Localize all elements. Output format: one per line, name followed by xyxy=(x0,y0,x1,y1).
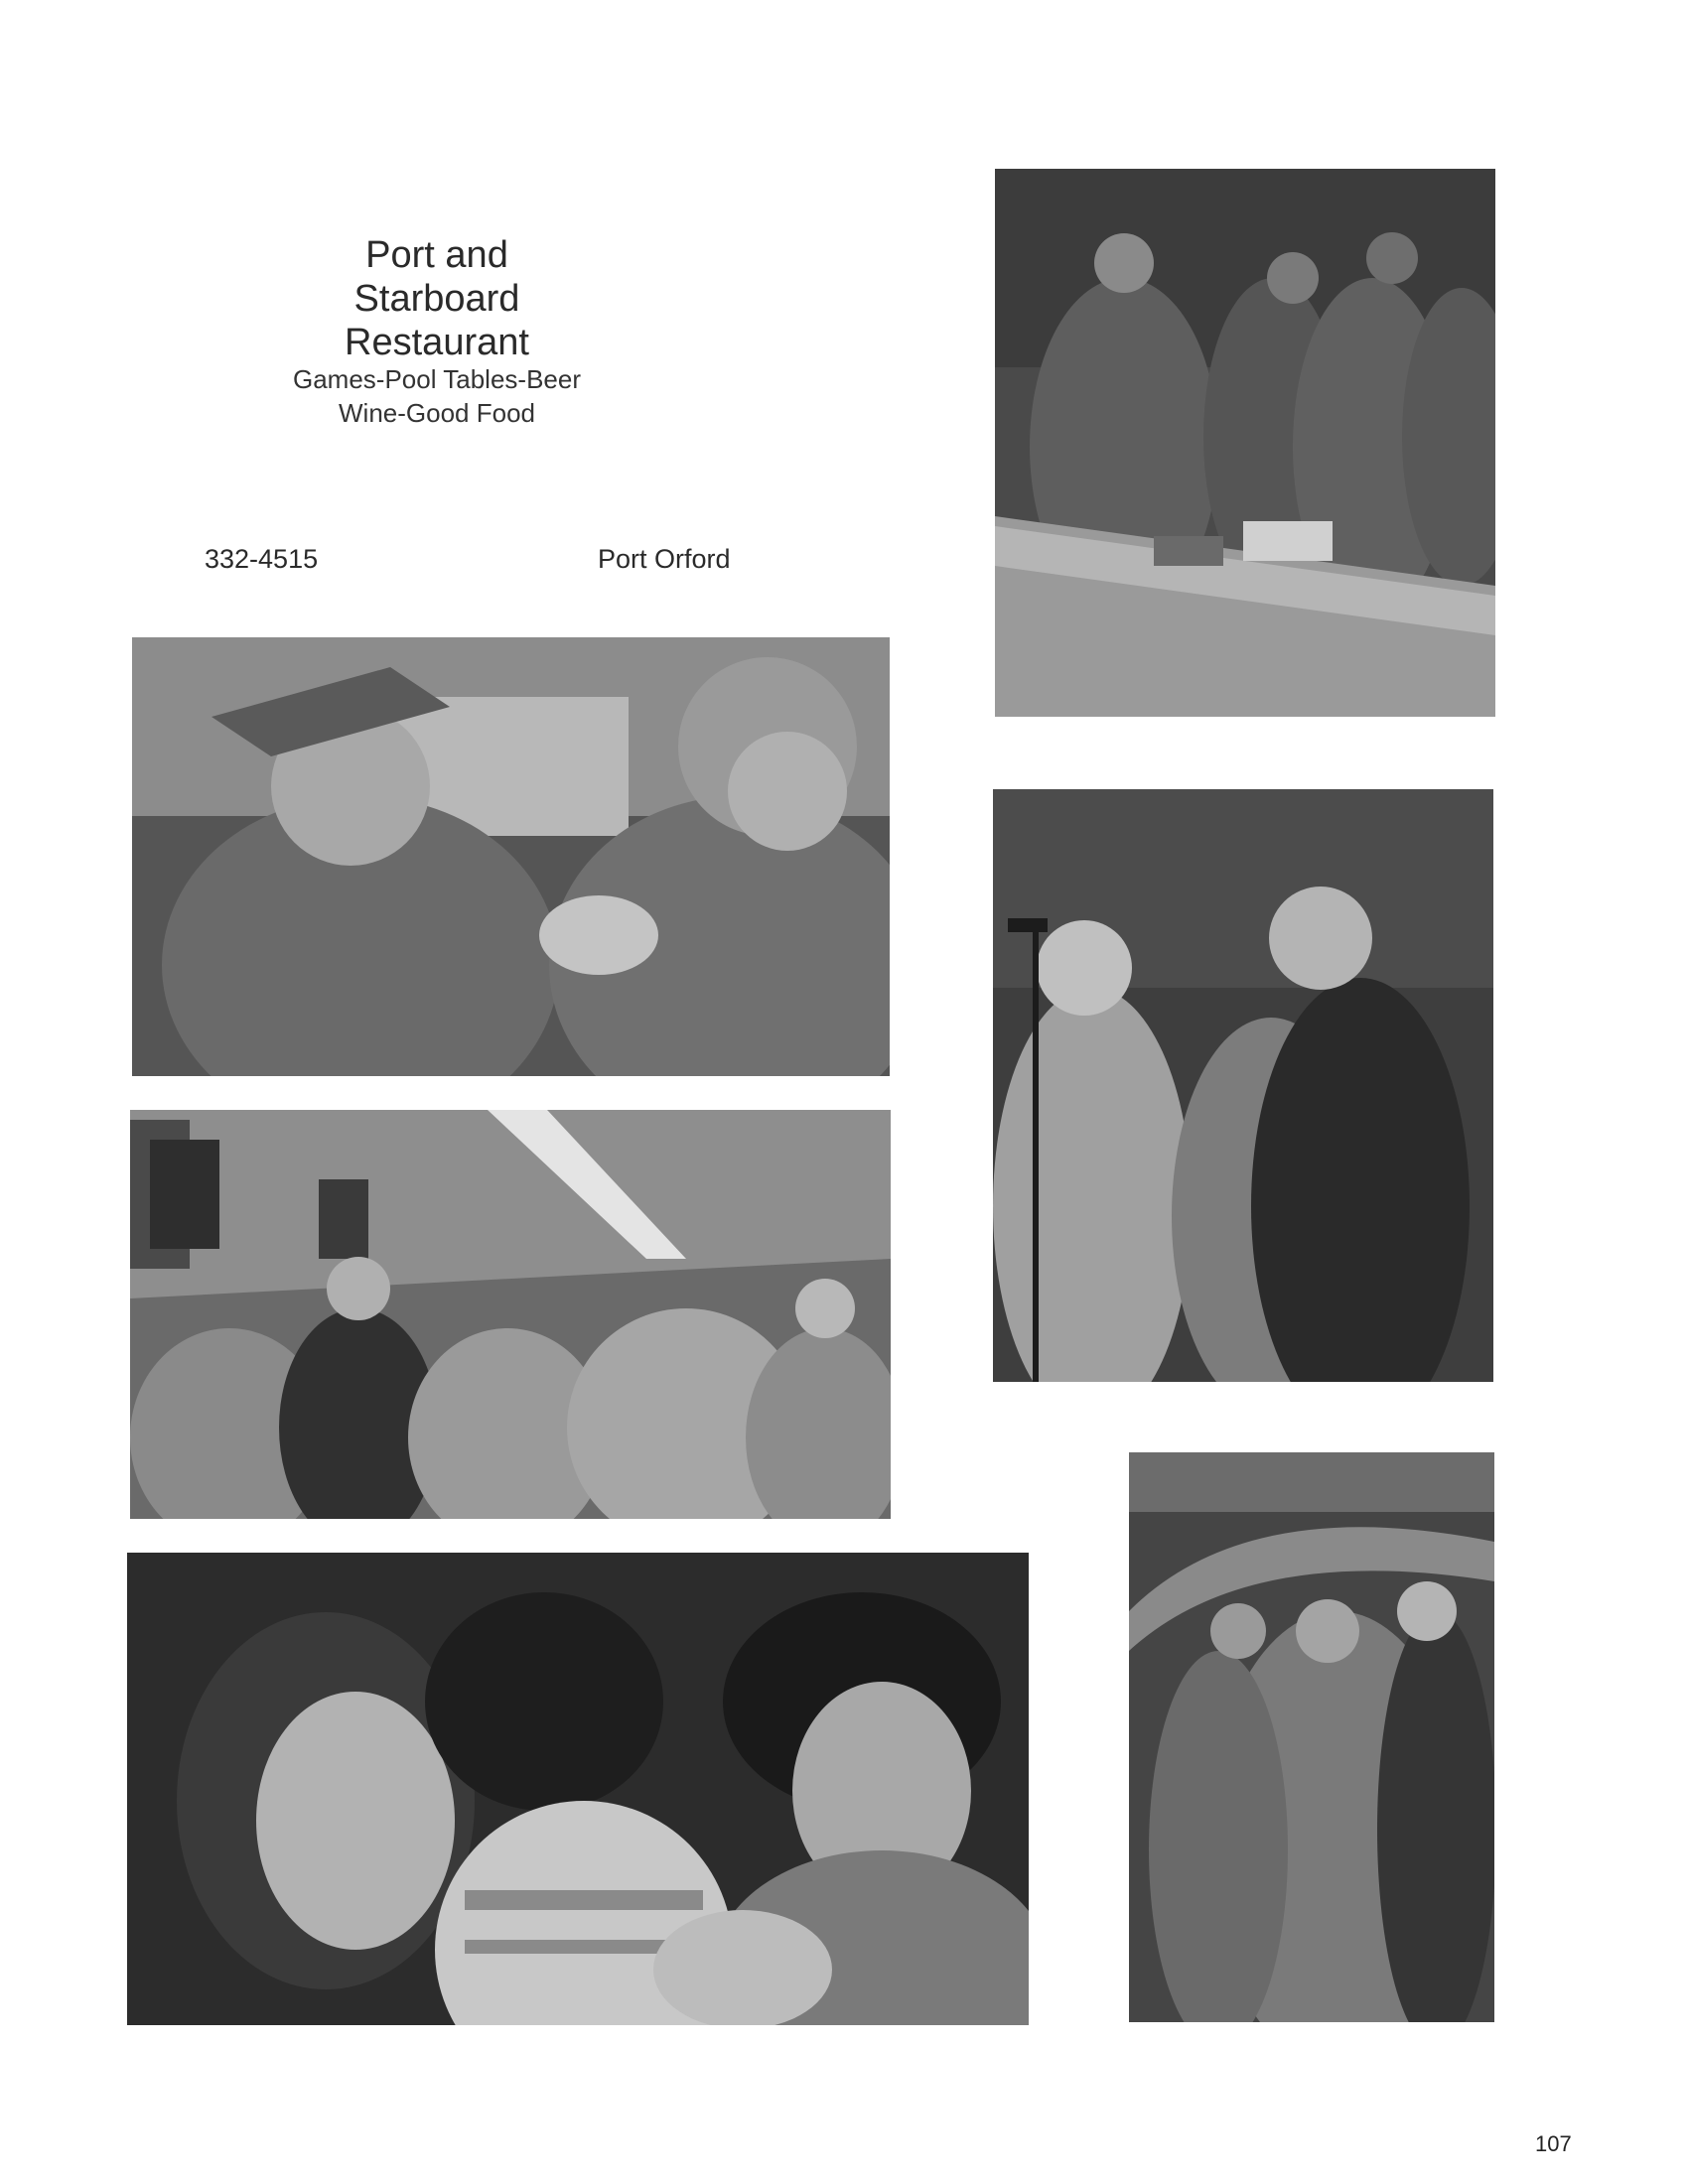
ad-title-line-1: Port and Starboard xyxy=(353,234,520,320)
ad-town: Port Orford xyxy=(598,544,731,574)
photo-graduates-at-table xyxy=(995,169,1495,717)
ad-tagline-line-1: Games-Pool Tables-Beer xyxy=(293,364,581,394)
photo-graduates-exchanging-gift xyxy=(132,637,890,1076)
photo-couple-dancing xyxy=(127,1553,1029,2025)
ad-title-line-2: Restaurant xyxy=(345,322,529,363)
ad-phone-number: 332-4515 xyxy=(205,544,319,574)
photo-stage-embrace xyxy=(1129,1452,1494,2022)
photo-speaker-hugging-graduate xyxy=(993,789,1493,1382)
ad-tagline xyxy=(278,362,596,430)
ad-title xyxy=(278,233,596,364)
page-number: 107 xyxy=(1535,2131,1572,2156)
ad-tagline-line-2: Wine-Good Food xyxy=(339,398,535,428)
photo-hallway-procession xyxy=(130,1110,891,1519)
